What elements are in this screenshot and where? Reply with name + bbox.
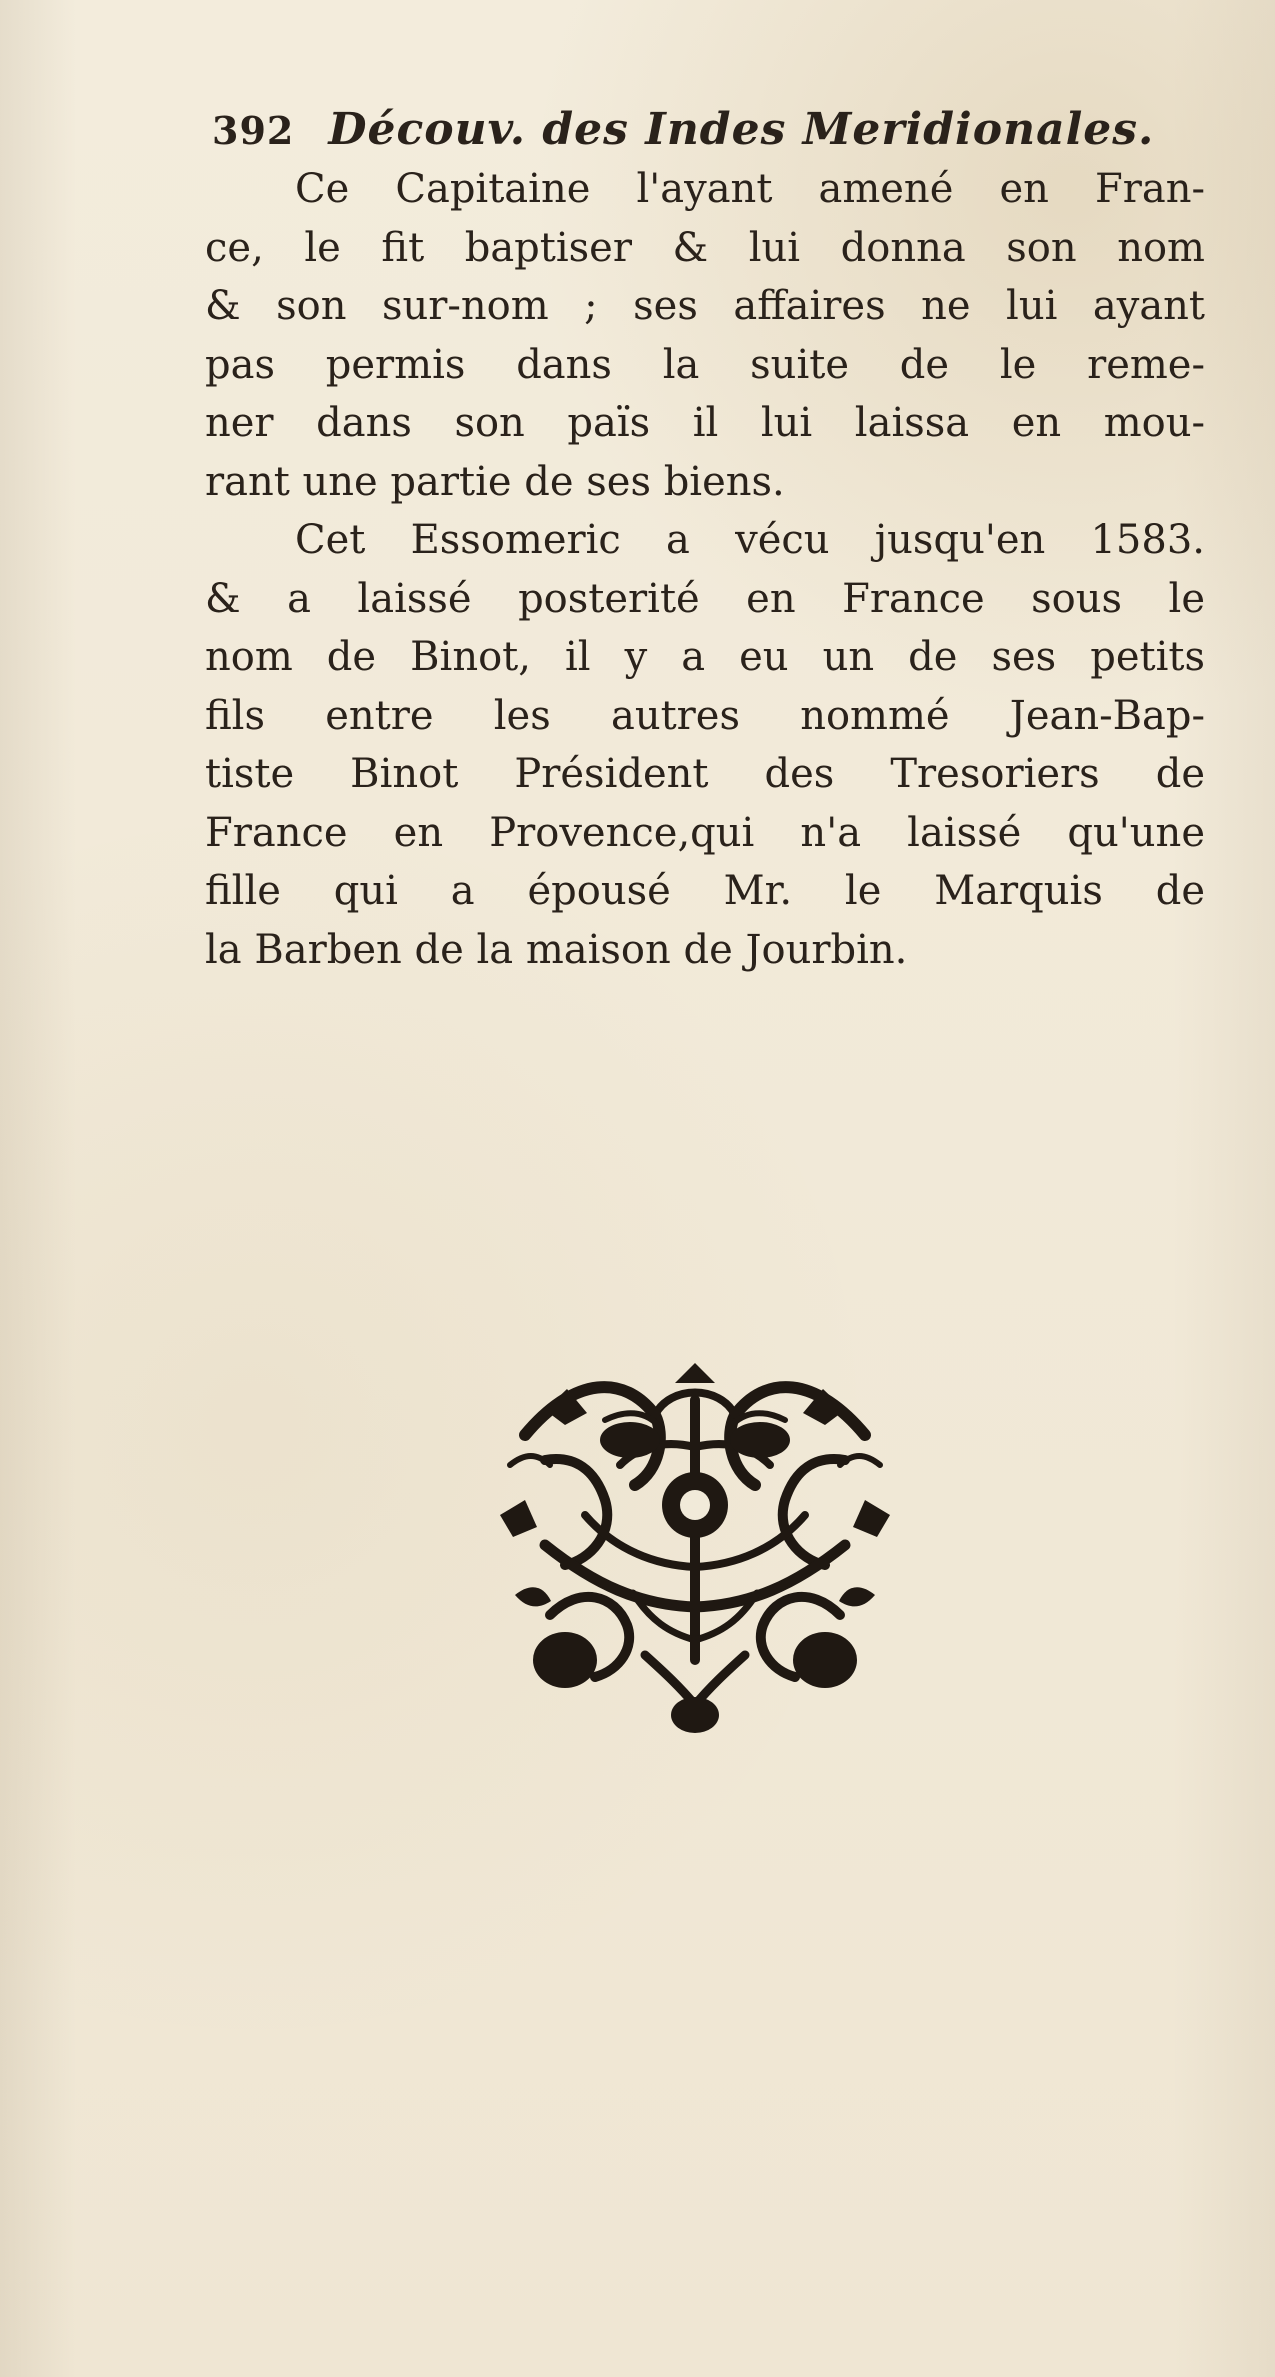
running-header: [212, 104, 1212, 168]
paragraph-2-line-1: Cet Essomeric a vécu jusqu'en 1583.: [295, 517, 1205, 563]
paragraph-1-line-5: ner dans son païs il lui laissa en mou-: [205, 400, 1205, 446]
paragraph-1-line-2: ce, le fit baptiser & lui donna son nom: [205, 224, 1205, 271]
paragraph-2-line-5: tiste Binot Président des Tresoriers de: [205, 751, 1205, 797]
paragraph-1-line-6: rant une partie de ses biens.: [205, 458, 785, 505]
paragraph-1-line-3: & son sur-nom ; ses affaires ne lui ayant: [205, 283, 1205, 329]
paragraph-1-line-4: pas permis dans la suite de le reme-: [205, 341, 1205, 388]
running-title: Découv. des Indes Meridionales.: [328, 104, 1155, 155]
paragraph-2-line-6: France en Provence,qui n'a laissé qu'une: [205, 809, 1205, 856]
page-number: 392: [212, 108, 295, 153]
paragraph-2-line-2: & a laissé posterité en France sous le: [205, 575, 1205, 622]
paragraph-2-line-3: nom de Binot, il y a eu un de ses petits: [205, 634, 1205, 680]
body-text: [205, 160, 1205, 979]
paragraph-1-line-1: Ce Capitaine l'ayant amené en Fran-: [295, 166, 1205, 212]
paragraph-2-line-7: fille qui a épousé Mr. le Marquis de: [205, 868, 1205, 914]
ornament-graphic: [455, 1355, 935, 1745]
tailpiece-ornament: [455, 1355, 935, 1745]
paragraph-2-line-4: fils entre les autres nommé Jean-Bap-: [205, 692, 1205, 739]
paragraph-2-line-8: la Barben de la maison de Jourbin.: [205, 926, 908, 973]
